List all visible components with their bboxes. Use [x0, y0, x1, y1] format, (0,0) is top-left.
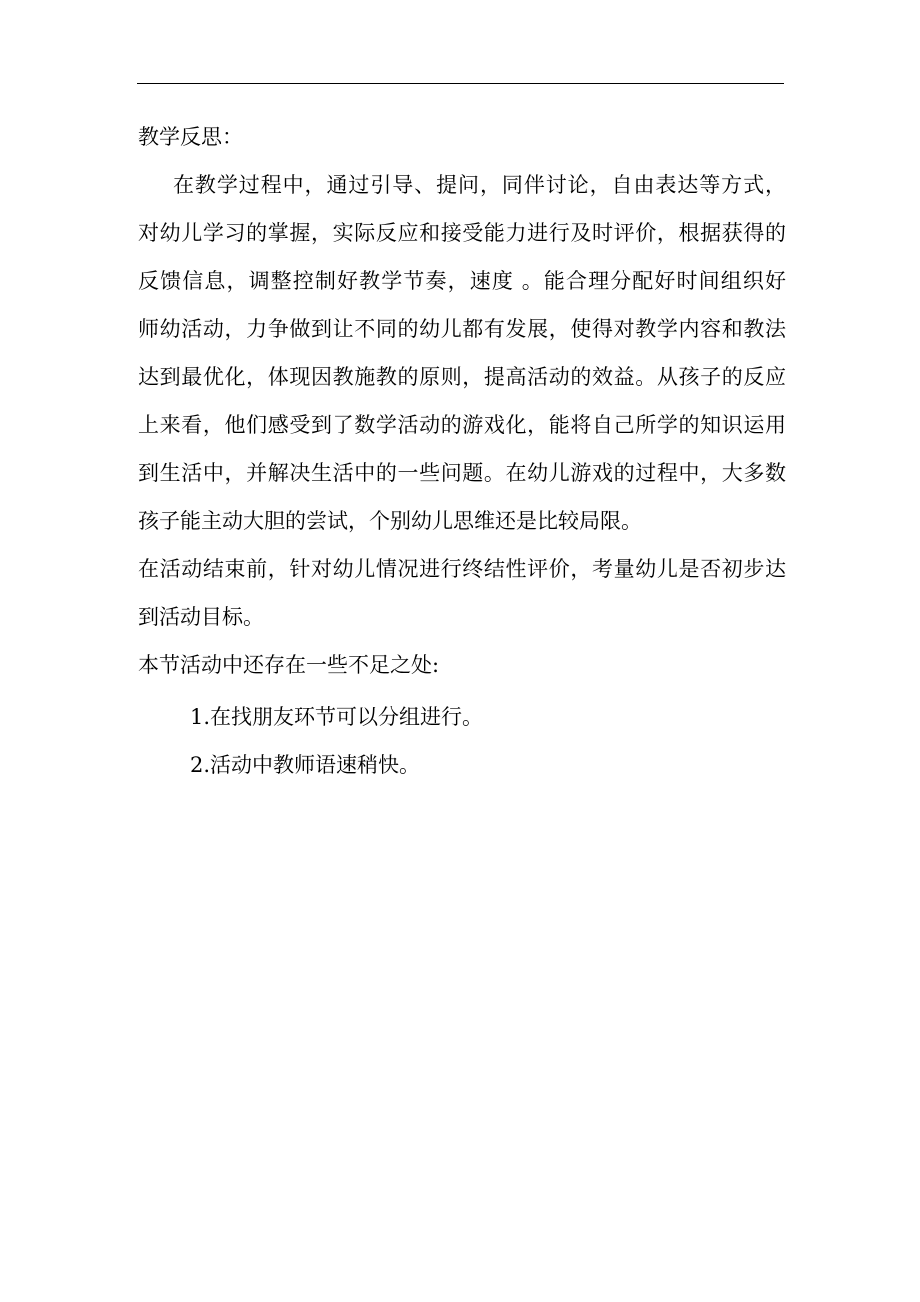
paragraph-line: 到活动目标。	[138, 605, 264, 629]
list-item: 2.活动中教师语速稍快。	[190, 753, 421, 777]
paragraph-line: 反馈信息，调整控制好教学节奏，速度 。能合理分配好时间组织好	[138, 269, 786, 293]
header-rule	[137, 83, 784, 84]
paragraph-line: 上来看，他们感受到了数学活动的游戏化，能将自己所学的知识运用	[138, 413, 786, 437]
document-body	[138, 113, 786, 789]
paragraph-line: 达到最优化，体现因教施教的原则，提高活动的效益。从孩子的反应	[138, 365, 786, 389]
paragraph-reflection	[138, 161, 786, 545]
section-heading: 教学反思：	[138, 125, 243, 149]
paragraph-line: 对幼儿学习的掌握，实际反应和接受能力进行及时评价，根据获得的	[138, 221, 786, 245]
list-item: 1.在找朋友环节可以分组进行。	[190, 705, 484, 729]
paragraph-line: 到生活中，并解决生活中的一些问题。在幼儿游戏的过程中，大多数	[138, 461, 786, 485]
paragraph-line: 师幼活动，力争做到让不同的幼儿都有发展，使得对教学内容和教法	[138, 317, 786, 341]
paragraph-shortcomings: 本节活动中还存在一些不足之处:	[138, 653, 440, 677]
paragraph-line: 孩子能主动大胆的尝试，个别幼儿思维还是比较局限。	[138, 509, 642, 533]
paragraph-line: 在活动结束前，针对幼儿情况进行终结性评价，考量幼儿是否初步达	[138, 557, 786, 581]
paragraph-line: 在教学过程中，通过引导、提问，同伴讨论，自由表达等方式，	[173, 173, 786, 197]
shortcomings-list	[138, 693, 786, 789]
paragraph-evaluation	[138, 545, 786, 641]
